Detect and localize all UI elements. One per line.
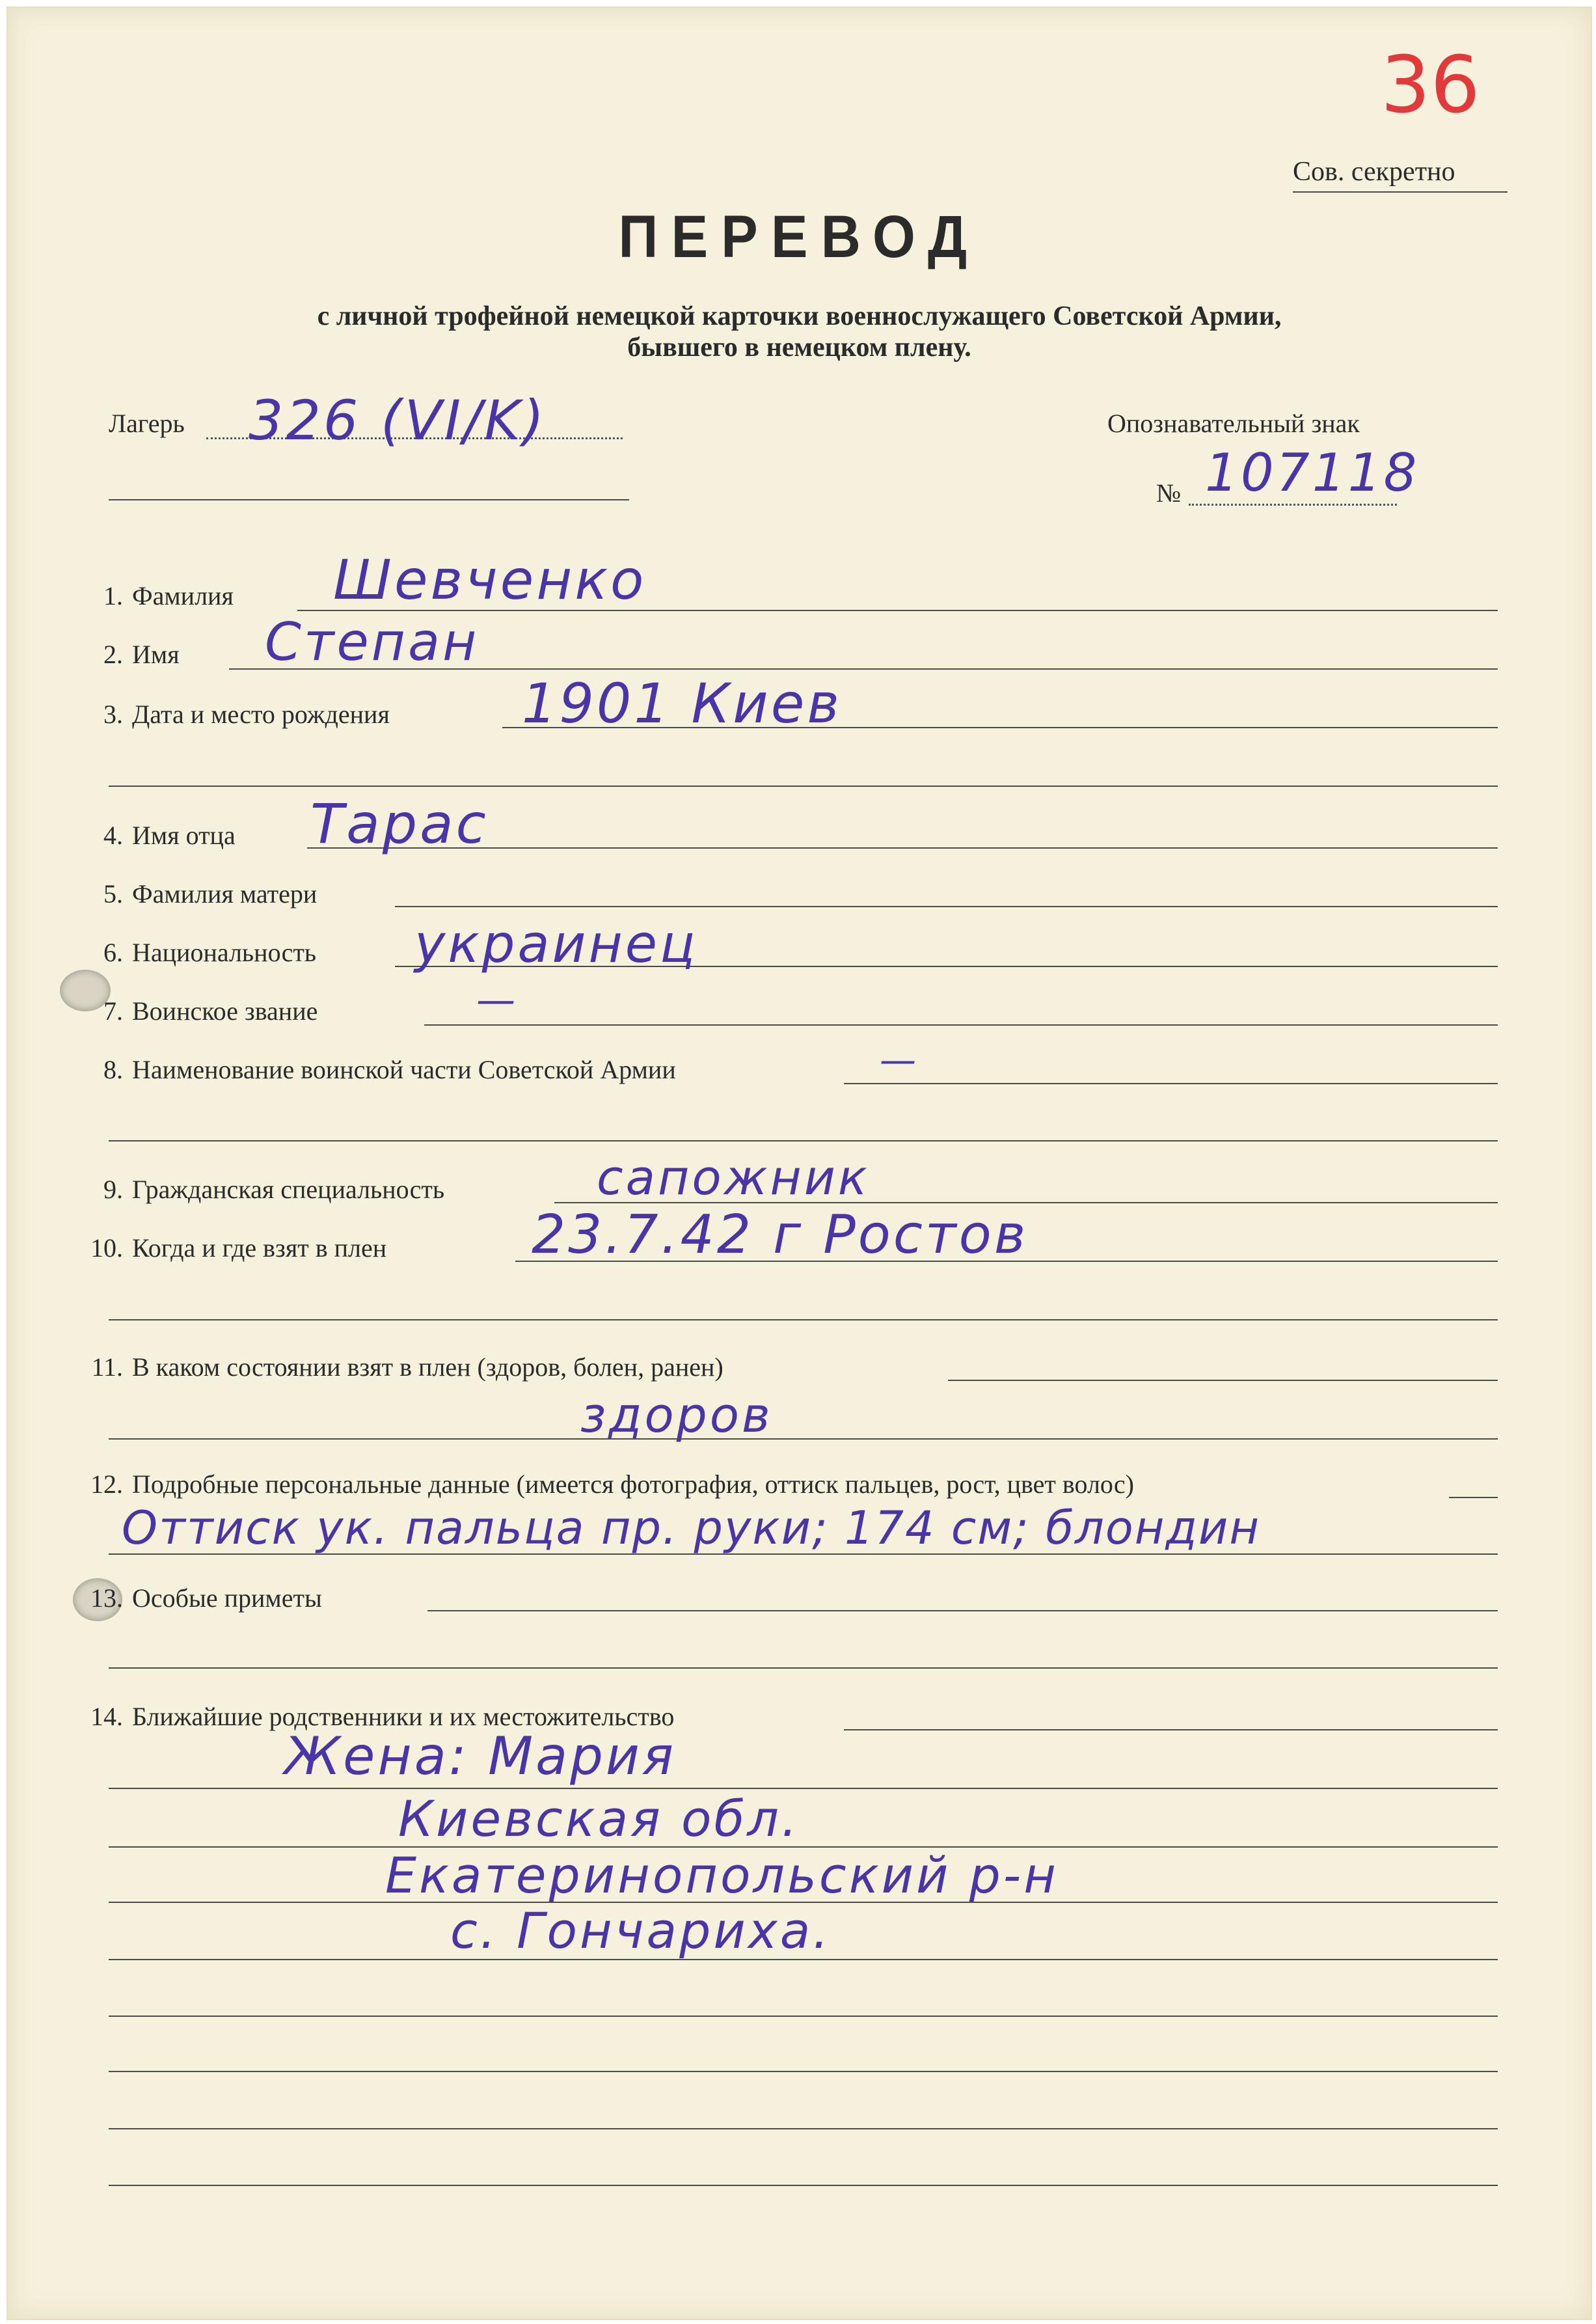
- field-line-14e: [109, 2016, 1498, 2017]
- field-label-8: 8. Наименование воинской части Советской Армии: [103, 1055, 676, 1084]
- field-line-11: [948, 1380, 1498, 1381]
- field-line-13b: [109, 1667, 1498, 1669]
- field-value-9: сапожник: [597, 1150, 870, 1206]
- field-label-7: 7. Воинское звание: [103, 996, 318, 1026]
- field-line-14: [844, 1729, 1498, 1730]
- field-line-14a: [109, 1788, 1498, 1789]
- field-label-12: 12. Подробные персональные данные (имеется фотография, оттиск пальцев, рост, цвет волос): [90, 1470, 1134, 1499]
- classification-stamp: Сов. секретно: [1293, 157, 1455, 187]
- field-line-8b: [109, 1140, 1498, 1141]
- field-value-6: украинец: [414, 914, 698, 974]
- page-number: 36: [1381, 40, 1480, 131]
- field-line-14d: [109, 1959, 1498, 1960]
- field-label-6: 6. Национальность: [103, 938, 317, 967]
- field-line-10b: [109, 1319, 1498, 1320]
- field-line-14g: [109, 2128, 1498, 2129]
- field-line-8: [844, 1083, 1498, 1084]
- id-label: Опознавательный знак: [1107, 409, 1360, 438]
- subtitle-line-2: бывшего в немецком плену.: [627, 333, 971, 362]
- field-label-10: 10. Когда и где взят в плен: [90, 1233, 387, 1263]
- field-label-13: 13. Особые приметы: [90, 1583, 322, 1613]
- field-line-5: [395, 906, 1498, 907]
- field-label-14: 14. Ближайшие родственники и их местожительство: [90, 1702, 675, 1731]
- field-value-8: —: [880, 1039, 919, 1082]
- relatives-line-4: с. Гончариха.: [450, 1902, 832, 1960]
- field-line-12: [1449, 1497, 1498, 1498]
- camp-value: 326 (VI/K): [249, 389, 547, 452]
- camp-second-line: [109, 499, 629, 500]
- id-value: 107118: [1205, 443, 1420, 503]
- field-label-5: 5. Фамилия матери: [103, 879, 318, 909]
- field-value-11: здоров: [580, 1388, 773, 1443]
- field-line-14f: [109, 2071, 1498, 2072]
- subtitle-line-1: с личной трофейной немецкой карточки военнослужащего Советской Армии,: [317, 301, 1282, 331]
- camp-label: Лагерь: [109, 409, 185, 438]
- id-line: [1189, 504, 1397, 506]
- field-line-14h: [109, 2185, 1498, 2186]
- field-label-11: 11. В каком состоянии взят в плен (здоров, болен, ранен): [91, 1352, 724, 1382]
- id-number-sign: №: [1156, 478, 1182, 508]
- classification-underline: [1293, 191, 1508, 193]
- field-value-1: Шевченко: [333, 548, 647, 612]
- field-label-3: 3. Дата и место рождения: [103, 700, 390, 729]
- field-label-1: 1. Фамилия: [103, 581, 234, 610]
- field-value-7: —: [476, 977, 518, 1023]
- field-label-9: 9. Гражданская специальность: [103, 1175, 445, 1204]
- relatives-line-1: Жена: Мария: [284, 1726, 677, 1786]
- field-line-3b: [109, 786, 1498, 787]
- relatives-line-2: Киевская обл.: [398, 1790, 800, 1848]
- relatives-line-3: Екатеринопольский р-н: [385, 1846, 1059, 1904]
- document-sheet: [7, 7, 1592, 2320]
- field-value-4: Тарас: [310, 792, 489, 856]
- field-value-2: Степан: [265, 612, 480, 672]
- field-label-2: 2. Имя: [103, 640, 180, 669]
- field-label-4: 4. Имя отца: [103, 821, 236, 850]
- field-value-3: 1901 Киев: [522, 672, 842, 735]
- field-value-10: 23.7.42 г Ростов: [532, 1204, 1029, 1266]
- field-value-12: Оттиск ук. пальца пр. руки; 174 см; блондин: [122, 1501, 1261, 1555]
- field-line-7: [424, 1024, 1498, 1026]
- document-title: ПЕРЕВОД: [618, 204, 981, 270]
- field-line-12b: [109, 1553, 1498, 1555]
- field-line-13: [427, 1610, 1498, 1611]
- field-line-11b: [109, 1438, 1498, 1440]
